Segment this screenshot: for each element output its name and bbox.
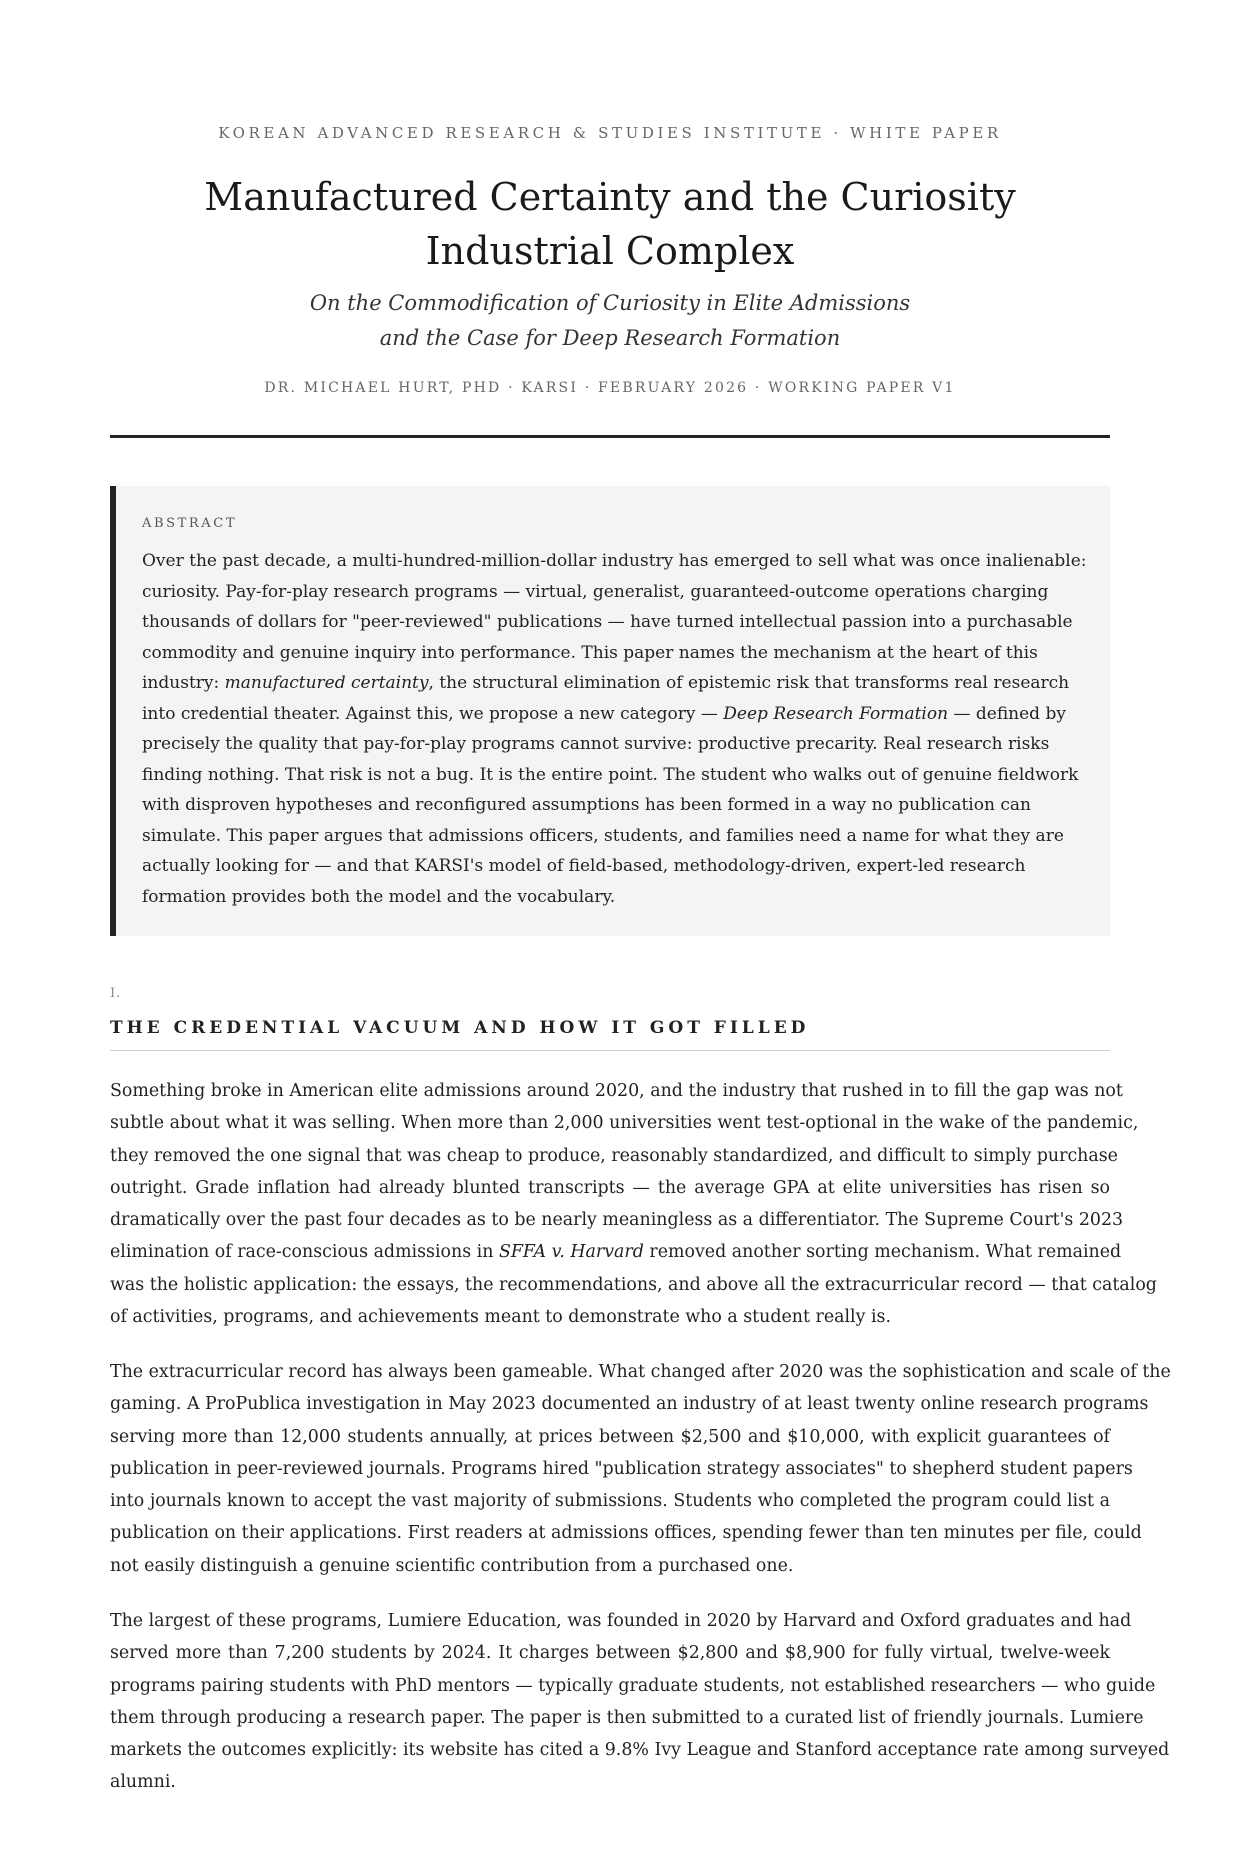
abstract-line: precisely the quality that pay-for-play programs cannot survive: productive precarity. Real research risks (142, 734, 1050, 754)
abstract-line: thousands of dollars for "peer-reviewed" publications — have turned intellectual passion into a purchasable (142, 612, 1073, 632)
paragraph-line: outright. Grade inflation had already blunted transcripts — the average GPA at elite universities has risen so (110, 1177, 1110, 1198)
text-run: — defined by (948, 703, 1066, 724)
paper-title: Manufactured Certainty and the Curiosity Industrial Complex (204, 175, 1016, 273)
paragraph-line: of activities, programs, and achievements meant to demonstrate who a student really is. (110, 1307, 891, 1328)
section-title: THE CREDENTIAL VACUUM AND HOW IT GOT FILLED (110, 1018, 810, 1038)
section-divider (110, 1050, 1110, 1051)
paragraph-line: into journals known to accept the vast majority of submissions. Students who completed the program could list a (110, 1491, 1110, 1512)
abstract-line: Over the past decade, a multi-hundred-million-dollar industry has emerged to sell what was once inalienable: (142, 551, 1087, 571)
text-run: elimination of race-conscious admissions in (110, 1242, 499, 1263)
text-run: removed another sorting mechanism. What remained (643, 1242, 1122, 1263)
abstract-line: actually looking for — and that KARSI's model of field-based, methodology-driven, expert-led research (142, 856, 1026, 876)
paragraph-line (110, 1236, 1122, 1268)
paragraph-line: not easily distinguish a genuine scientific contribution from a purchased one. (110, 1555, 794, 1576)
paragraph-line: was the holistic application: the essays, the recommendations, and above all the extracurricular record — that catalog (110, 1274, 1157, 1295)
abstract-line: simulate. This paper argues that admissions officers, students, and families need a name for what they are (142, 825, 1064, 846)
body-paragraph (110, 1356, 1171, 1582)
paragraph-line: dramatically over the past four decades as to be nearly meaningless as a differentiator. The Supreme Court's 2023 (110, 1210, 1124, 1231)
abstract-line: curiosity. Pay-for-play research programs — virtual, generalist, guaranteed-outcome operations charging (142, 581, 1049, 602)
abstract-text (142, 546, 1087, 912)
paragraph-line: alumni. (110, 1772, 176, 1793)
paragraph-line: The largest of these programs, Lumiere Education, was founded in 2020 by Harvard and Oxford graduates and had (110, 1611, 1132, 1631)
paragraph-line: publication on their applications. First readers at admissions offices, spending fewer than ten minutes per file, could (110, 1523, 1142, 1544)
abstract-line: with disproven hypotheses and reconfigured assumptions has been formed in a way no publication can (142, 795, 1031, 815)
abstract-line: commodity and genuine inquiry into performance. This paper names the mechanism at the heart of this (142, 642, 1038, 663)
abstract-line: finding nothing. That risk is not a bug. It is the entire point. The student who walks out of genuine fieldwork (142, 764, 1079, 785)
institution-header: KOREAN ADVANCED RESEARCH & STUDIES INSTITUTE · WHITE PAPER (218, 124, 1002, 142)
text-run: industry: (142, 673, 225, 693)
text-run: into credential theater. Against this, we propose a new category — (142, 703, 724, 724)
emphasis-term: Deep Research Formation (723, 703, 949, 724)
subtitle-line: On the Commodification of Curiosity in Elite Admissions (309, 291, 911, 315)
subtitle-line: and the Case for Deep Research Formation (379, 326, 841, 350)
abstract-line (142, 699, 1080, 730)
paragraph-line: served more than 7,200 students by 2024. It charges between $2,800 and $8,900 for fully virtual, twelve-week (110, 1643, 1110, 1664)
paragraph-line: subtle about what it was selling. When more than 2,000 universities went test-optional in the wake of the pandemic, (110, 1113, 1139, 1134)
emphasis-term: manufactured certainty (224, 673, 429, 693)
byline: DR. MICHAEL HURT, PHD · KARSI · FEBRUARY 2026 · WORKING PAPER V1 (264, 380, 956, 396)
paragraph-line: gaming. A ProPublica investigation in May 2023 documented an industry of at least twenty online research programs (110, 1394, 1149, 1415)
paragraph-line: publication in peer-reviewed journals. Programs hired "publication strategy associates" to shepherd student papers (110, 1458, 1133, 1479)
section-number: I. (110, 986, 122, 1001)
paragraph-line: serving more than 12,000 students annually, at prices between $2,500 and $10,000, with explicit guarantees of (110, 1426, 1110, 1447)
paragraph-line: programs pairing students with PhD mentors — typically graduate students, not established researchers — who guide (110, 1675, 1156, 1696)
paragraph-line: they removed the one signal that was cheap to produce, reasonably standardized, and difficult to simply purchase (110, 1145, 1118, 1166)
paper-subtitle (110, 286, 1110, 356)
body-paragraph (110, 1605, 1170, 1799)
abstract-label: ABSTRACT (142, 516, 238, 531)
text-run: , the structural elimination of epistemic risk that transforms real research (428, 673, 1070, 693)
paragraph-line: Something broke in American elite admissions around 2020, and the industry that rushed in to fill the gap was not (110, 1081, 1123, 1101)
case-name: SFFA v. Harvard (498, 1242, 644, 1263)
abstract-line: formation provides both the model and the vocabulary. (142, 886, 616, 907)
paragraph-line: markets the outcomes explicitly: its website has cited a 9.8% Ivy League and Stanford acceptance rate among surveyed (110, 1740, 1170, 1761)
body-paragraph (110, 1075, 1157, 1333)
abstract-line (142, 668, 1080, 699)
abstract-box (110, 486, 1110, 936)
paragraph-line: them through producing a research paper. The paper is then submitted to a curated list of friendly journals. Lumiere (110, 1707, 1144, 1728)
paragraph-line: The extracurricular record has always been gameable. What changed after 2020 was the sophistication and scale of the (110, 1362, 1171, 1382)
header-divider (110, 435, 1110, 438)
